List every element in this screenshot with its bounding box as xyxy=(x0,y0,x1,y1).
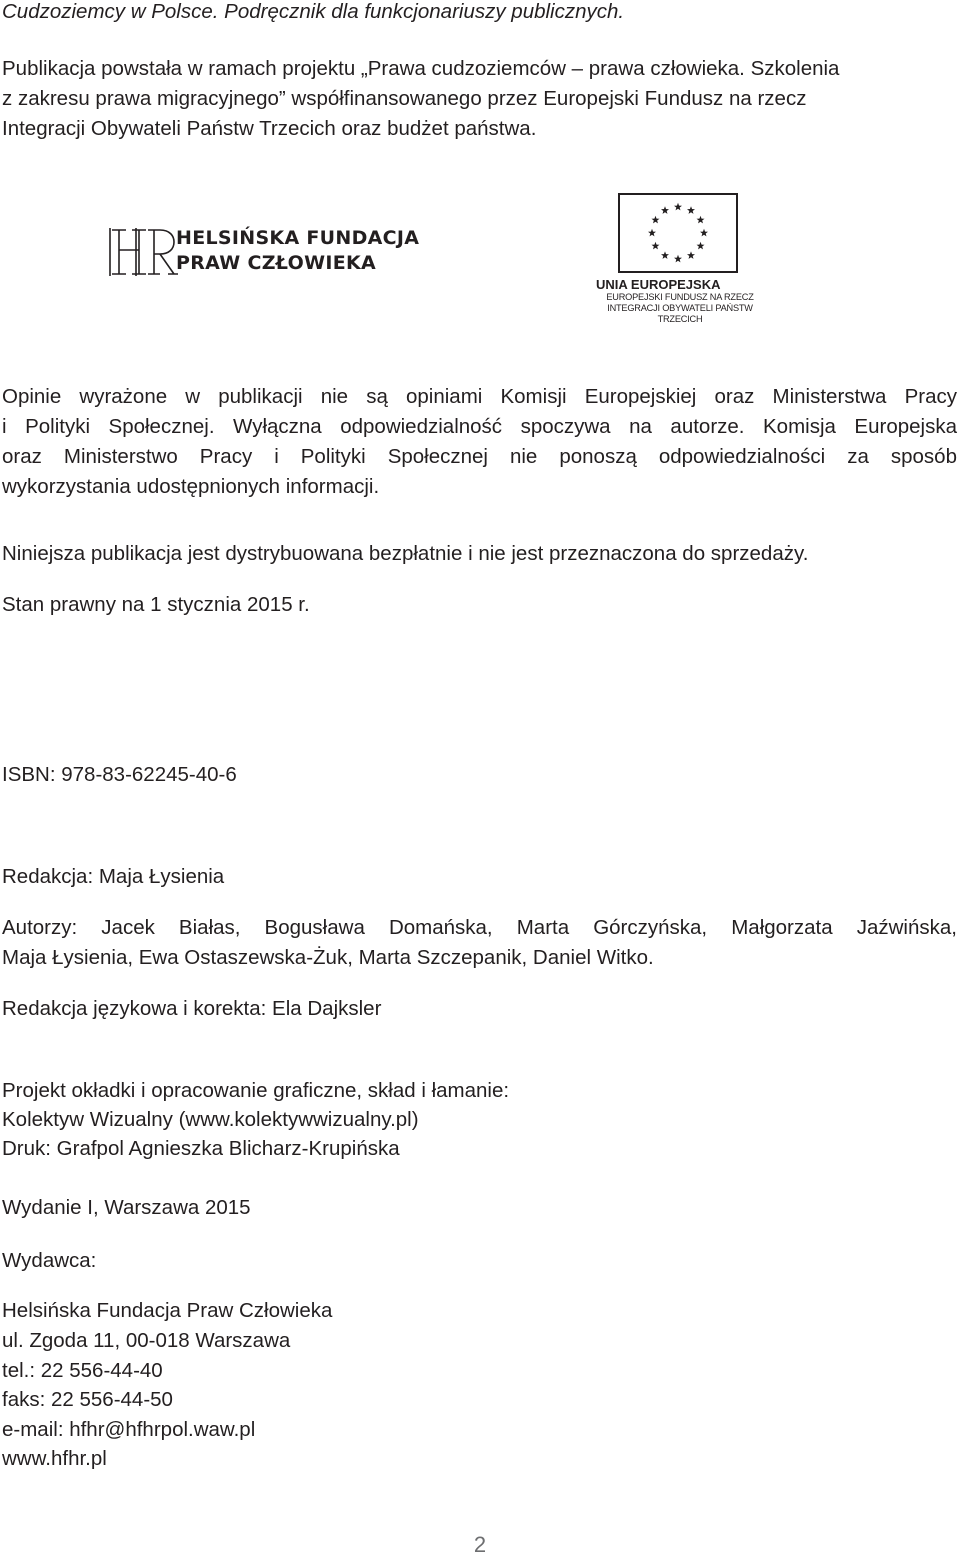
publisher-email: e-mail: hfhr@hfhrpol.waw.pl xyxy=(2,1418,256,1441)
eu-flag-icon xyxy=(618,193,738,273)
editor: Redakcja: Maja Łysienia xyxy=(2,865,225,888)
distribution-note: Niniejsza publikacja jest dystrybuowana bezpłatnie i nie jest przeznaczona do sprzedaży. xyxy=(2,542,809,565)
design-studio: Kolektyw Wizualny (www.kolektywwizualny.pl) xyxy=(2,1108,419,1131)
authors-paragraph xyxy=(2,913,957,973)
publisher-name: Helsińska Fundacja Praw Człowieka xyxy=(2,1299,333,1322)
project-info-line-2: z zakresu prawa migracyjnego” współfinansowanego przez Europejski Fundusz na rzecz xyxy=(2,87,807,110)
project-info-line-3: Integracji Obywateli Państw Trzecich oraz budżet państwa. xyxy=(2,117,537,140)
publisher-label: Wydawca: xyxy=(2,1249,97,1272)
language-editing: Redakcja językowa i korekta: Ela Dajksler xyxy=(2,997,382,1020)
eu-logo-subtitle-line-1: EUROPEJSKI FUNDUSZ NA RZECZ xyxy=(606,292,754,302)
project-info-line-1: Publikacja powstała w ramach projektu „Prawa cudzoziemców – prawa człowieka. Szkolenia xyxy=(2,57,840,80)
hfhr-logo-line-1: HELSIŃSKA FUNDACJA xyxy=(176,227,420,249)
hfhr-logo-line-2: PRAW CZŁOWIEKA xyxy=(176,252,377,274)
design-credit: Projekt okładki i opracowanie graficzne, skład i łamanie: xyxy=(2,1079,510,1102)
hfhr-logo-text xyxy=(176,226,419,276)
eu-logo-title: UNIA EUROPEJSKA xyxy=(596,277,721,292)
disclaimer-line-4: wykorzystania udostępnionych informacji. xyxy=(2,475,380,498)
authors-line-1: Autorzy: Jacek Białas, Bogusława Domańska, Marta Górczyńska, Małgorzata Jaźwińska, xyxy=(2,916,957,939)
eu-logo-subtitle-line-2: INTEGRACJI OBYWATELI PAŃSTW TRZECICH xyxy=(607,303,753,324)
page-number: 2 xyxy=(473,1532,487,1557)
disclaimer-line-1: Opinie wyrażone w publikacji nie są opiniami Komisji Europejskiej oraz Ministerstwa Pracy xyxy=(2,385,957,408)
legal-state-date: Stan prawny na 1 stycznia 2015 r. xyxy=(2,593,310,616)
edition: Wydanie I, Warszawa 2015 xyxy=(2,1196,251,1219)
print-credit: Druk: Grafpol Agnieszka Blicharz-Krupińska xyxy=(2,1137,400,1160)
isbn: ISBN: 978-83-62245-40-6 xyxy=(2,763,237,786)
disclaimer-line-3: oraz Ministerstwo Pracy i Polityki Społecznej nie ponoszą odpowiedzialności za sposób xyxy=(2,445,957,468)
publisher-fax: faks: 22 556-44-50 xyxy=(2,1388,173,1411)
publisher-address: ul. Zgoda 11, 00-018 Warszawa xyxy=(2,1329,291,1352)
disclaimer-line-2: i Polityki Społecznej. Wyłączna odpowiedzialność spoczywa na autorze. Komisja Europejska xyxy=(2,415,957,438)
publication-title-line: Cudzoziemcy w Polsce. Podręcznik dla funkcjonariuszy publicznych. xyxy=(2,0,625,23)
disclaimer-paragraph xyxy=(2,382,957,502)
eu-logo-subtitle xyxy=(588,292,772,325)
authors-line-2: Maja Łysienia, Ewa Ostaszewska-Żuk, Marta Szczepanik, Daniel Witko. xyxy=(2,946,654,969)
publisher-phone: tel.: 22 556-44-40 xyxy=(2,1359,163,1382)
publisher-website: www.hfhr.pl xyxy=(2,1447,107,1470)
